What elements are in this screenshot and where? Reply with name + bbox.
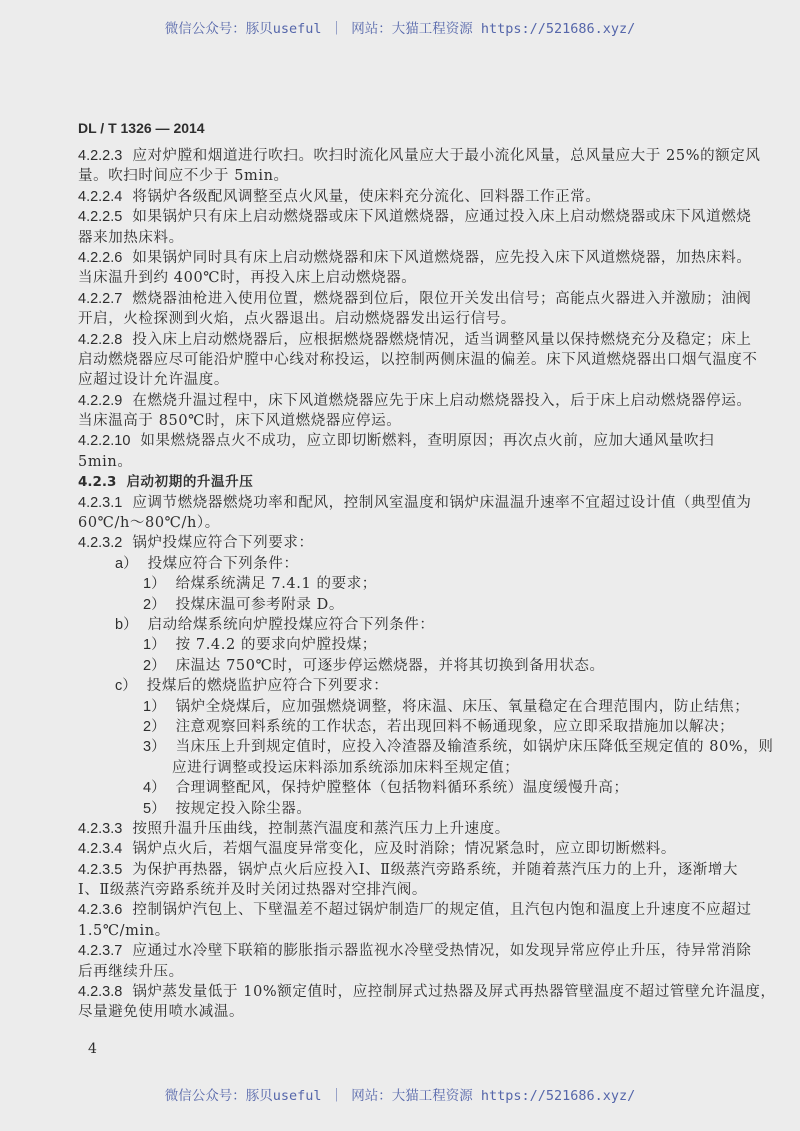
clause-number: 2） xyxy=(143,596,166,613)
text-line xyxy=(78,778,738,798)
text-line xyxy=(78,533,738,553)
text-line xyxy=(78,309,738,329)
clause-text: 投入床上启动燃烧器后，应根据燃烧器燃烧情况，适当调整风量以保持燃烧充分及稳定；床上 xyxy=(132,331,752,348)
page-number: 4 xyxy=(88,1041,97,1057)
text-line xyxy=(78,268,738,288)
clause-number: 4.2.3.2 xyxy=(78,535,123,552)
text-line xyxy=(78,452,738,472)
standard-header: DL / T 1326 — 2014 xyxy=(78,120,205,136)
clause-text: 启动初期的升温升压 xyxy=(126,474,254,491)
text-line xyxy=(78,248,752,268)
clause-number: 4.2.3.8 xyxy=(78,984,123,1001)
clause-text: 60℃/h～80℃/h）。 xyxy=(78,515,220,532)
text-line xyxy=(78,289,752,309)
watermark-bottom: 微信公众号：豚贝useful ｜ 网站：大猫工程资源 https://521686.xyz/ xyxy=(164,1088,636,1104)
text-line xyxy=(78,615,738,635)
clause-text: 启动给煤系统向炉膛投煤应符合下列条件： xyxy=(147,616,435,633)
clause-text: 如果锅炉同时具有床上启动燃烧器和床下风道燃烧器，应先投入床下风道燃烧器，加热床料。 xyxy=(132,249,752,266)
clause-text: 投煤床温可参考附录 D。 xyxy=(175,596,345,613)
text-line xyxy=(78,595,738,615)
clause-text: 当床温升到约 400℃时，再投入床上启动燃烧器。 xyxy=(78,270,417,287)
clause-number: 4.2.2.5 xyxy=(78,209,123,226)
clause-text: 床温达 750℃时，可逐步停运燃烧器，并将其切换到备用状态。 xyxy=(175,657,605,674)
clause-text: 投煤后的燃烧监护应符合下列要求： xyxy=(146,678,389,695)
clause-number: 4.2.3.1 xyxy=(78,494,123,511)
clause-text: 后再继续升压。 xyxy=(78,963,184,980)
clause-text: 锅炉蒸发量低于 10%额定值时，应控制屏式过热器及屏式再热器管壁温度不超过管壁允许温度， xyxy=(132,984,776,1001)
text-line xyxy=(78,370,738,390)
clause-number: 4.2.2.3 xyxy=(78,148,123,164)
clause-text: 为保护再热器，锅炉点火后应投入Ⅰ、Ⅱ级蒸汽旁路系统，并随着蒸汽压力的上升，逐渐增大 xyxy=(132,861,739,878)
text-line xyxy=(78,941,752,961)
text-line xyxy=(78,493,752,513)
text-line xyxy=(78,656,738,676)
text-line xyxy=(78,472,738,492)
text-line xyxy=(78,880,738,900)
clause-text: 按规定投入除尘器。 xyxy=(175,800,312,817)
clause-text: 5min。 xyxy=(78,453,133,470)
clause-text: 燃烧器油枪进入使用位置，燃烧器到位后，限位开关发出信号；高能点火器进入并激励；油阀 xyxy=(132,290,752,307)
clause-text: 应通过水冷壁下联箱的膨胀指示器监视水冷壁受热情况，如发现异常应停止升压，待异常消除 xyxy=(132,943,752,960)
clause-number: 1） xyxy=(143,576,166,593)
clause-text: Ⅰ、Ⅱ级蒸汽旁路系统并及时关闭过热器对空排汽阀。 xyxy=(78,882,427,899)
clause-text: 给煤系统满足 7.4.1 的要求； xyxy=(175,576,377,593)
clause-number: 4.2.2.6 xyxy=(78,249,123,266)
clause-number: 4.2.3.7 xyxy=(78,943,123,960)
clause-number: 4.2.2.10 xyxy=(78,433,131,450)
clause-number: 4.2.3.3 xyxy=(78,820,123,837)
text-line xyxy=(78,411,738,431)
text-line xyxy=(78,1002,738,1022)
text-line xyxy=(78,554,738,574)
text-line xyxy=(78,187,738,207)
clause-text: 按 7.4.2 的要求向炉膛投煤； xyxy=(175,637,377,654)
clause-number: 4.2.3.5 xyxy=(78,861,123,878)
watermark-top: 微信公众号：豚贝useful ｜ 网站：大猫工程资源 https://521686.xyz/ xyxy=(164,21,636,37)
clause-text: 如果锅炉只有床上启动燃烧器或床下风道燃烧器，应通过投入床上启动燃烧器或床下风道燃烧 xyxy=(132,209,752,226)
text-line xyxy=(78,819,738,839)
text-line xyxy=(78,799,738,819)
text-line xyxy=(78,717,738,737)
text-line xyxy=(78,166,738,186)
clause-text: 应进行调整或投运床料添加系统添加床料至规定值； xyxy=(172,759,520,776)
text-line xyxy=(78,330,752,350)
clause-number: 4） xyxy=(143,780,166,797)
clause-number: a） xyxy=(115,555,138,572)
text-line xyxy=(78,982,776,1002)
clause-number: 2） xyxy=(143,718,166,735)
clause-number: 4.2.2.9 xyxy=(78,392,123,409)
text-line xyxy=(78,431,738,451)
clause-text: 锅炉全烧煤后，应加强燃烧调整，将床温、床压、氧量稳定在合理范围内，防止结焦； xyxy=(175,698,750,715)
clause-text: 当床温高于 850℃时，床下风道燃烧器应停运。 xyxy=(78,413,402,430)
clause-text: 注意观察回料系统的工作状态，若出现回料不畅通现象，应立即采取措施加以解决； xyxy=(175,718,735,735)
clause-number: 4.2.2.8 xyxy=(78,331,123,348)
clause-text: 尽量避免使用喷水减温。 xyxy=(78,1004,245,1021)
clause-text: 锅炉投煤应符合下列要求： xyxy=(132,535,314,552)
text-line xyxy=(78,635,738,655)
clause-number: 2） xyxy=(143,657,166,674)
clause-number: b） xyxy=(115,616,138,633)
clause-text: 开启，火检探测到火焰，点火器退出。启动燃烧器发出运行信号。 xyxy=(78,311,516,328)
text-line xyxy=(78,228,738,248)
text-line xyxy=(78,921,738,941)
clause-text: 在燃烧升温过程中，床下风道燃烧器应先于床上启动燃烧器投入，后于床上启动燃烧器停运。 xyxy=(132,392,752,409)
clause-text: 投煤应符合下列条件： xyxy=(147,555,299,572)
clause-text: 锅炉点火后，若烟气温度异常变化，应及时消除；情况紧急时，应立即切断燃料。 xyxy=(132,841,676,858)
clause-number: 4.2.2.7 xyxy=(78,290,123,307)
clause-number: 1） xyxy=(143,637,166,654)
clause-text: 合理调整配风，保持炉膛整体（包括物料循环系统）温度缓慢升高； xyxy=(175,780,629,797)
clause-number: 3） xyxy=(143,739,166,756)
clause-number: 1） xyxy=(143,698,166,715)
clause-number: 4.2.3 xyxy=(78,474,117,491)
document-body xyxy=(78,146,776,1023)
text-line xyxy=(78,758,738,778)
clause-text: 器来加热床料。 xyxy=(78,229,184,246)
clause-number: 4.2.3.4 xyxy=(78,841,123,858)
text-line xyxy=(78,146,761,166)
clause-number: 5） xyxy=(143,800,166,817)
text-line xyxy=(78,962,738,982)
text-line xyxy=(78,860,738,880)
text-line xyxy=(78,574,738,594)
clause-text: 应对炉膛和烟道进行吹扫。吹扫时流化风量应大于最小流化风量，总风量应大于 25%的额定风 xyxy=(132,148,761,164)
clause-text: 1.5℃/min。 xyxy=(78,922,170,939)
clause-text: 应超过设计允许温度。 xyxy=(78,372,229,389)
text-line xyxy=(78,697,750,717)
text-line xyxy=(78,676,738,696)
clause-text: 启动燃烧器应尽可能沿炉膛中心线对称投运，以控制两侧床温的偏差。床下风道燃烧器出口烟气温度不 xyxy=(78,351,758,368)
clause-text: 控制锅炉汽包上、下壁温差不超过锅炉制造厂的规定值，且汽包内饱和温度上升速度不应超过 xyxy=(132,902,752,919)
clause-number: 4.2.2.4 xyxy=(78,188,123,205)
clause-text: 按照升温升压曲线，控制蒸汽温度和蒸汽压力上升速度。 xyxy=(132,820,510,837)
text-line xyxy=(78,737,774,757)
clause-text: 应调节燃烧器燃烧功率和配风，控制风室温度和锅炉床温温升速率不宜超过设计值（典型值为 xyxy=(132,494,752,511)
text-line xyxy=(78,350,758,370)
clause-number: 4.2.3.6 xyxy=(78,902,123,919)
text-line xyxy=(78,900,752,920)
clause-text: 量。吹扫时间应不少于 5min。 xyxy=(78,168,289,185)
text-line xyxy=(78,513,738,533)
clause-text: 当床压上升到规定值时，应投入冷渣器及输渣系统，如锅炉床压降低至规定值的 80%，则 xyxy=(175,739,774,756)
text-line xyxy=(78,391,752,411)
clause-number: c） xyxy=(115,678,137,695)
clause-text: 如果燃烧器点火不成功，应立即切断燃料，查明原因；再次点火前，应加大通风量吹扫 xyxy=(140,433,715,450)
text-line xyxy=(78,207,752,227)
clause-text: 将锅炉各级配风调整至点火风量，使床料充分流化、回料器工作正常。 xyxy=(132,188,601,205)
text-line xyxy=(78,839,738,859)
